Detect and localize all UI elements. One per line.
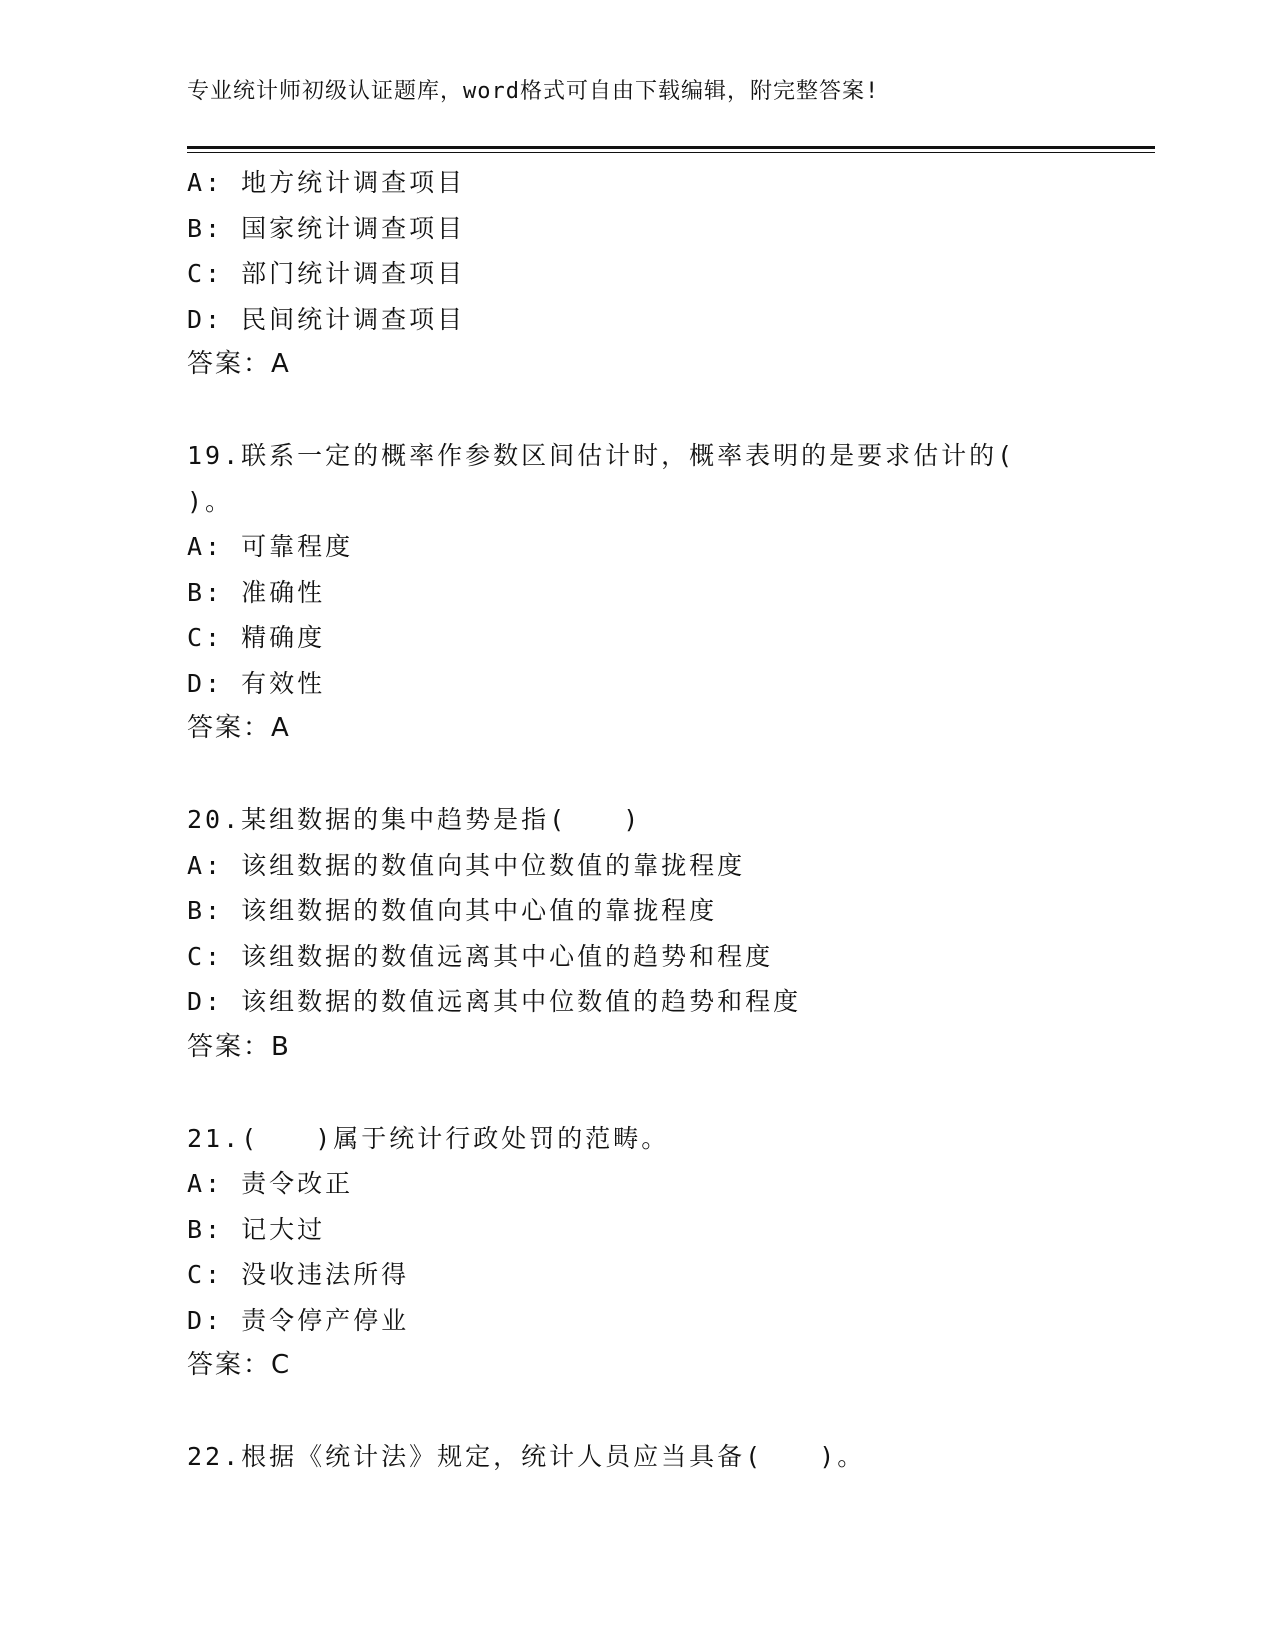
header-rule-thick: [187, 146, 1155, 149]
option-c: C: 没收违法所得: [187, 1260, 410, 1289]
answer-line: 答案：C: [187, 1350, 292, 1380]
option-a: A: 该组数据的数值向其中位数值的靠拢程度: [187, 850, 746, 880]
option-b: B: 记大过: [187, 1214, 326, 1244]
question-stem-continued: )。: [187, 486, 234, 516]
option-a: A: 地方统计调查项目: [187, 168, 466, 197]
answer-line: 答案：A: [187, 349, 291, 379]
answer-line: 答案：A: [187, 713, 291, 743]
option-c: C: 精确度: [187, 623, 326, 652]
option-d: D: 该组数据的数值远离其中位数值的趋势和程度: [187, 987, 802, 1016]
question-stem: 20.某组数据的集中趋势是指( ): [187, 805, 642, 834]
answer-line: 答案：B: [187, 1031, 291, 1062]
option-b: B: 准确性: [187, 577, 326, 607]
question-stem: 22.根据《统计法》规定，统计人员应当具备( )。: [187, 1442, 866, 1471]
option-a: A: 责令改正: [187, 1169, 354, 1198]
question-content: [187, 160, 1147, 1480]
option-c: C: 部门统计调查项目: [187, 259, 466, 288]
question-stem: 21.( )属于统计行政处罚的范畴。: [187, 1123, 670, 1153]
question-stem: 19.联系一定的概率作参数区间估计时，概率表明的是要求估计的(: [187, 441, 1016, 470]
option-a: A: 可靠程度: [187, 532, 354, 561]
option-b: B: 国家统计调查项目: [187, 213, 466, 243]
option-d: D: 有效性: [187, 668, 326, 698]
header-rule-thin: [187, 152, 1155, 153]
option-d: D: 责令停产停业: [187, 1305, 410, 1335]
spacer: [187, 1070, 1147, 1116]
spacer: [187, 752, 1147, 798]
option-b: B: 该组数据的数值向其中心值的靠拢程度: [187, 896, 718, 925]
page-header: 专业统计师初级认证题库，word格式可自由下载编辑，附完整答案!: [187, 79, 880, 104]
option-d: D: 民间统计调查项目: [187, 304, 466, 334]
option-c: C: 该组数据的数值远离其中心值的趋势和程度: [187, 941, 774, 971]
spacer: [187, 1389, 1147, 1435]
spacer: [187, 388, 1147, 434]
